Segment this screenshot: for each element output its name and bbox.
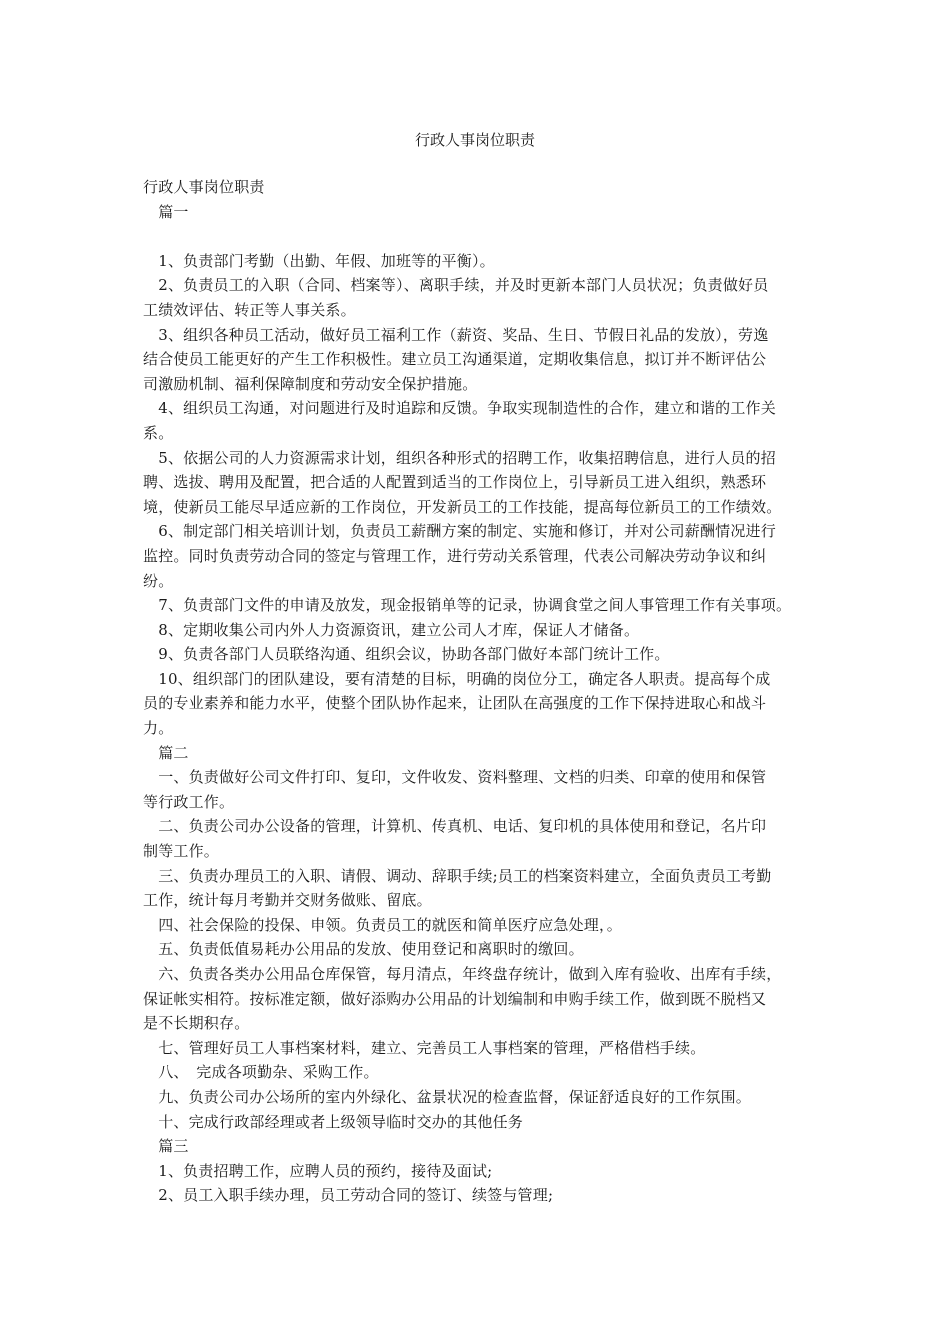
text-line: 二、负责公司办公设备的管理，计算机、传真机、电话、复印机的具体使用和登记，名片印 bbox=[143, 817, 767, 836]
text-line: 2、员工入职手续办理，员工劳动合同的签订、续签与管理; bbox=[143, 1186, 554, 1205]
text-line: 2、负责员工的入职（合同、档案等）、离职手续，并及时更新本部门人员状况；负责做好员 bbox=[143, 276, 769, 295]
document-body bbox=[143, 175, 823, 1208]
text-line: 力。 bbox=[143, 719, 174, 738]
text-line: 保证帐实相符。按标准定额，做好添购办公用品的计划编制和申购手续工作，做到既不脱档又 bbox=[143, 989, 767, 1008]
text-line: 工绩效评估、转正等人事关系。 bbox=[143, 300, 356, 319]
text-line: 10、组织部门的团队建设，要有清楚的目标，明确的岗位分工，确定各人职责。提高每个成 bbox=[143, 669, 771, 688]
text-line: 一、负责做好公司文件打印、复印，文件收发、资料整理、文档的归类、印章的使用和保管 bbox=[143, 768, 767, 787]
text-line: 工作，统计每月考勤并交财务做账、留底。 bbox=[143, 891, 432, 910]
text-line: 5、依据公司的人力资源需求计划，组织各种形式的招聘工作，收集招聘信息，进行人员的招 bbox=[143, 448, 776, 467]
text-line: 制等工作。 bbox=[143, 842, 220, 861]
text-line: 7、负责部门文件的申请及放发，现金报销单等的记录，协调食堂之间人事管理工作有关事项。 bbox=[143, 596, 792, 615]
text-line: 行政人事岗位职责 bbox=[143, 178, 265, 196]
text-line: 四、社会保险的投保、申领。负责员工的就医和简单医疗应急处理，。 bbox=[143, 915, 622, 934]
text-line: 境，使新员工能尽早适应新的工作岗位，开发新员工的工作技能，提高每位新员工的工作绩效。 bbox=[143, 497, 782, 516]
document-title: 行政人事岗位职责 bbox=[414, 131, 535, 149]
text-line: 系。 bbox=[143, 423, 174, 442]
text-line: 监控。同时负责劳动合同的签定与管理工作，进行劳动关系管理，代表公司解决劳动争议和纠 bbox=[143, 546, 767, 565]
text-line: 九、负责公司办公场所的室内外绿化、盆景状况的检查监督，保证舒适良好的工作氛围。 bbox=[143, 1087, 752, 1106]
blank-line bbox=[143, 224, 823, 249]
text-line: 十、完成行政部经理或者上级领导临时交办的其他任务 bbox=[143, 1112, 524, 1131]
text-line: 结合使员工能更好的产生工作积极性。建立员工沟通渠道，定期收集信息，拟订并不断评估公 bbox=[143, 350, 767, 369]
text-line: 六、负责各类办公用品仓库保管，每月清点，年终盘存统计，做到入库有验收、出库有手续， bbox=[143, 965, 782, 983]
text-line: 9、负责各部门人员联络沟通、组织会议，协助各部门做好本部门统计工作。 bbox=[143, 645, 670, 664]
text-line: 是不长期积存。 bbox=[143, 1014, 250, 1033]
text-line: 8、定期收集公司内外人力资源资讯，建立公司人才库，保证人才储备。 bbox=[143, 620, 640, 639]
text-line: 纷。 bbox=[143, 571, 174, 590]
text-line: 6、制定部门相关培训计划，负责员工薪酬方案的制定、实施和修订，并对公司薪酬情况进行 bbox=[143, 522, 776, 541]
text-line: 4、组织员工沟通，对问题进行及时追踪和反馈。争取实现制造性的合作，建立和谐的工作关 bbox=[143, 399, 776, 418]
text-line: 1、负责部门考勤（出勤、年假、加班等的平衡）。 bbox=[143, 251, 495, 270]
text-line: 三、负责办理员工的入职、请假、调动、辞职手续;员工的档案资料建立，全面负责员工考勤 bbox=[143, 866, 772, 885]
text-line: 等行政工作。 bbox=[143, 792, 235, 811]
text-line: 五、负责低值易耗办公用品的发放、使用登记和离职时的缴回。 bbox=[143, 940, 584, 959]
text-line: 3、组织各种员工活动，做好员工福利工作（薪资、奖品、生日、节假日礼品的发放），劳逸 bbox=[143, 325, 769, 344]
text-line: 1、负责招聘工作，应聘人员的预约，接待及面试; bbox=[143, 1161, 493, 1180]
text-line: 员的专业素养和能力水平，使整个团队协作起来，让团队在高强度的工作下保持进取心和战斗 bbox=[143, 694, 767, 713]
text-line: 篇三 bbox=[143, 1137, 189, 1156]
text-line: 聘、选拔、聘用及配置，把合适的人配置到适当的工作岗位上，引导新员工进入组织，熟悉环 bbox=[143, 473, 767, 492]
text-line: 篇一 bbox=[143, 202, 189, 221]
text-line: 七、管理好员工人事档案材料，建立、完善员工人事档案的管理，严格借档手续。 bbox=[143, 1038, 706, 1057]
text-line: 八、 完成各项勤杂、采购工作。 bbox=[143, 1063, 379, 1082]
text-line: 篇二 bbox=[143, 743, 189, 762]
text-line: 司激励机制、福利保障制度和劳动安全保护措施。 bbox=[143, 374, 478, 393]
